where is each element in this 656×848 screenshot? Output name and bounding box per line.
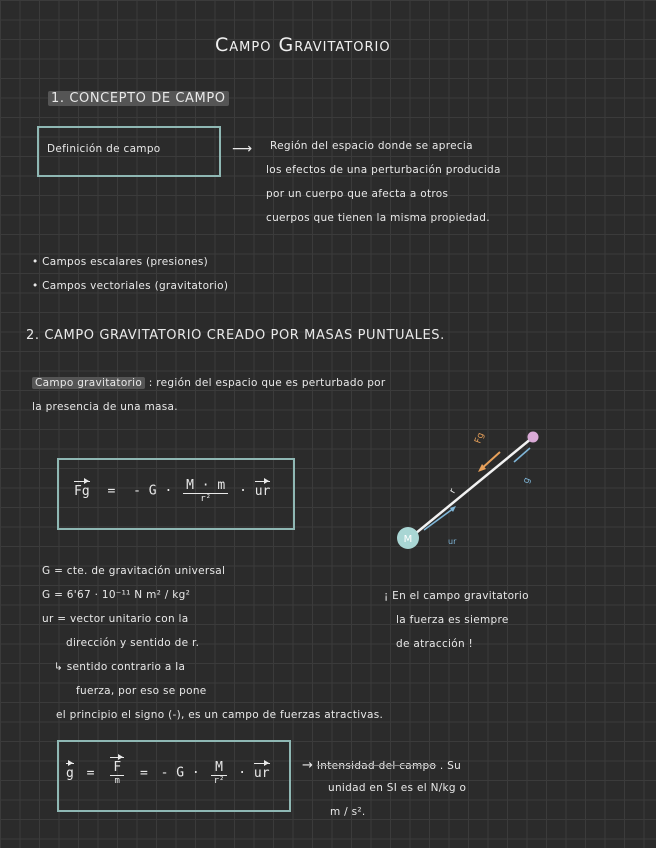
note-line-6: fuerza, por eso se pone [76,685,207,697]
small-mass-icon [528,432,539,443]
note-line-2: G = 6'67 · 10⁻¹¹ N m² / kg² [42,589,191,601]
note-line-4: dirección y sentido de r. [66,637,200,649]
side-note-line-3: de atracción ! [396,638,474,650]
r-label: r [447,487,459,496]
fg-vector: Fg [74,483,90,499]
note-line-1: G = cte. de gravitación universal [42,565,226,577]
definition-line-1: Región del espacio donde se aprecia [270,140,473,152]
definition-box-label: Definición de campo [47,143,161,155]
note-line-3: ur = vector unitario con la [42,613,189,625]
numerator: M · m [183,478,228,494]
definition-line-3: por un cuerpo que afecta a otros [266,188,449,200]
ur-label: ur [448,537,457,546]
arrow-right-icon: → [302,758,314,773]
campo-definition-line-1 [32,377,386,389]
campo-definition-rest: : región del espacio que es perturbado por [148,377,386,389]
section-2-heading: 2. CAMPO GRAVITATORIO CREADO POR MASAS PUNTUALES. [26,328,445,343]
bullet-2-text: Campos vectoriales (gravitatorio) [42,280,229,292]
fraction-mm-r2 [183,478,228,504]
equals-sign-2: = [139,765,148,781]
equals-sign-1: = [86,765,95,781]
big-mass-label: M [403,534,413,545]
formula-force [74,478,270,504]
r-line [410,438,532,538]
note-line-5: ↳ sentido contrario a la [54,661,186,673]
f-numerator: F [110,760,124,776]
minus-g-2: - G · [160,765,200,781]
section-1-heading-text: 1. CONCEPTO DE CAMPO [48,91,229,106]
dot-operator: · [239,483,247,499]
ur-vector-2: ur [253,765,270,781]
definition-line-4: cuerpos que tienen la misma propiedad. [266,212,490,224]
side-note-line-2: la fuerza es siempre [396,614,509,626]
g-vector: g [66,765,74,781]
numerator-2: M [211,760,228,776]
page-title: Campo Gravitatorio [215,34,391,56]
side-note-line-1: ¡ En el campo gravitatorio [384,590,529,602]
ur-arrow [424,508,454,530]
formula-field [66,760,270,786]
section-1-heading [48,91,229,106]
campo-definition-line-2: la presencia de una masa. [32,401,178,413]
fg-label: Fg [473,431,487,446]
bullet-dot-icon: • [32,256,39,268]
campo-term: Campo gravitatorio [32,377,145,389]
bullet-1 [32,256,208,268]
m-denominator: m [114,776,120,786]
ur-vector: ur [254,483,271,499]
bullet-dot-icon: • [32,280,39,292]
dot-operator-2: · [238,765,247,781]
denominator: r² [200,494,212,504]
intensity-line-1 [302,758,461,773]
fraction-m-r2 [211,760,228,786]
intensity-line-3: m / s². [330,806,366,818]
definition-line-2: los efectos de una perturbación producida [266,164,501,176]
gravity-diagram [380,420,560,560]
intensity-rest: . Su [439,760,462,772]
denominator-2: r² [213,776,225,786]
arrow-icon: ⟶ [232,141,253,157]
intensity-line-2: unidad en SI es el N/kg o [328,782,467,794]
equals-sign: = [107,483,116,499]
fraction-f-m [110,760,124,786]
bullet-1-text: Campos escalares (presiones) [42,256,209,268]
minus-g: - G · [133,483,173,499]
note-line-7: el principio el signo (-), es un campo de fuerzas atractivas. [56,709,384,721]
bullet-2 [32,280,228,292]
g-label: g [521,476,533,486]
intensity-term: Intensidad del campo [316,760,437,772]
